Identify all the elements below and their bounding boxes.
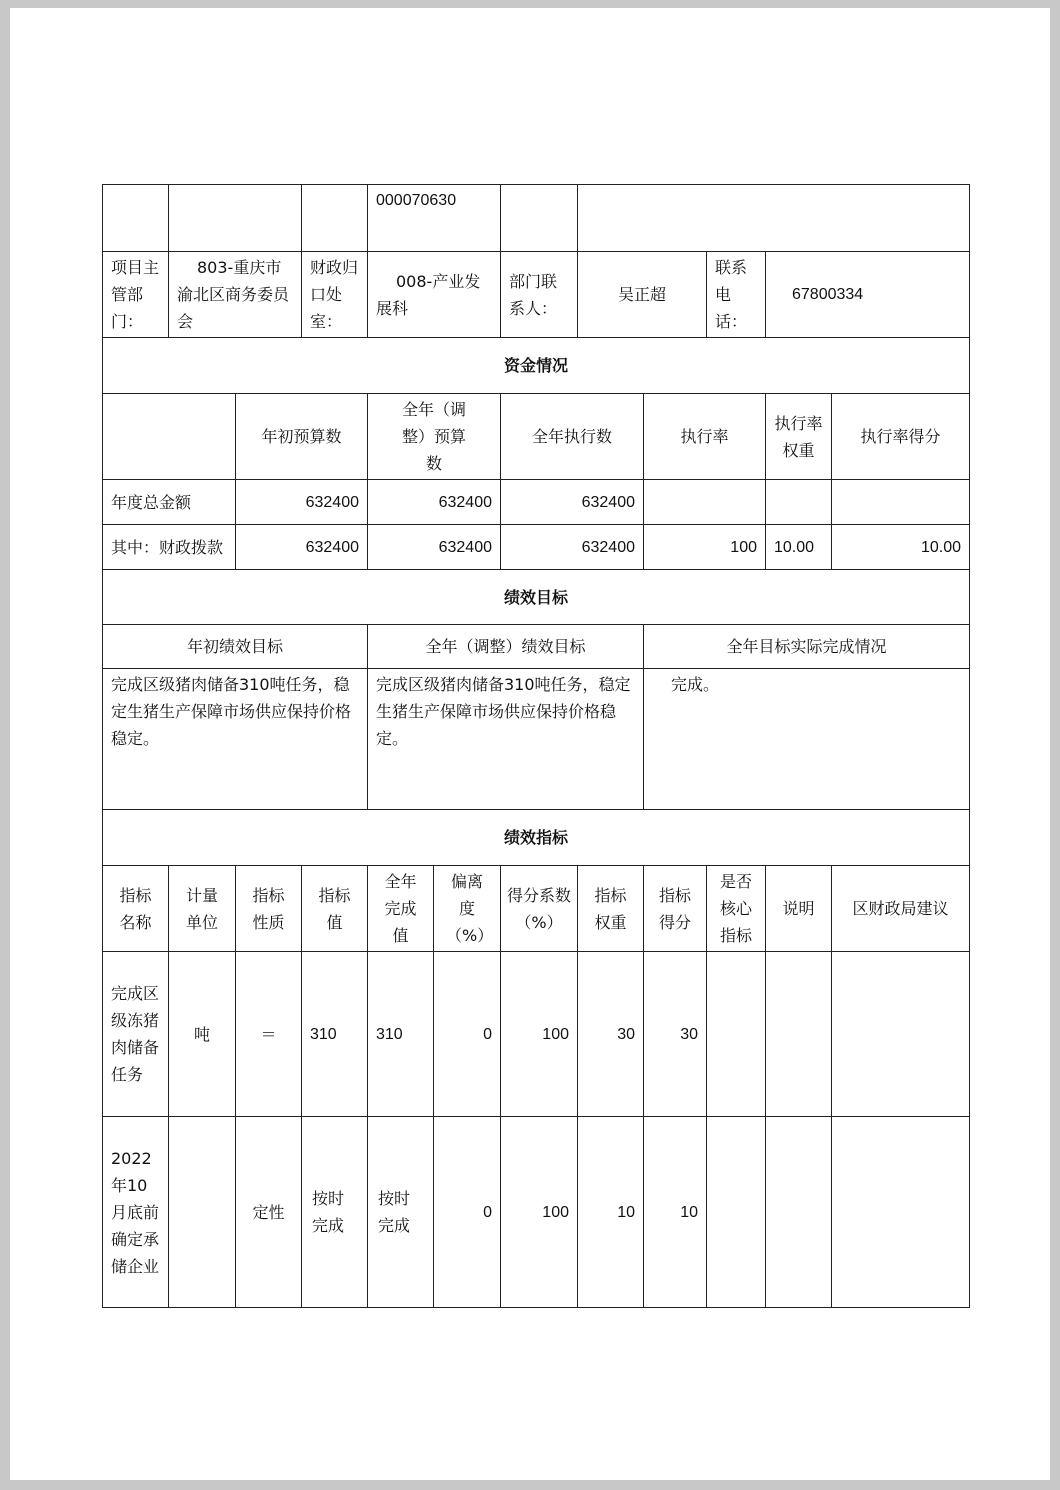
funds-row-total xyxy=(103,480,970,525)
ind-header-advice: 区财政局建议 xyxy=(832,866,970,952)
phone-value: 67800334 xyxy=(766,252,970,338)
ind-value: 310 xyxy=(302,952,368,1117)
ind-weight: 10 xyxy=(578,1117,644,1308)
funds-row-initial: 632400 xyxy=(236,480,368,525)
ind-nature: ＝ xyxy=(236,952,302,1117)
ind-header-deviation: 偏离度（%） xyxy=(434,866,501,952)
ind-header-value: 指标值 xyxy=(302,866,368,952)
funds-row-label: 其中：财政拨款 xyxy=(103,525,236,570)
blank-cell xyxy=(169,185,302,252)
blank-cell xyxy=(302,185,368,252)
indicator-row xyxy=(103,952,970,1117)
goal-actual-text: 完成。 xyxy=(644,669,970,810)
ind-deviation: 0 xyxy=(434,1117,501,1308)
goals-header-actual: 全年目标实际完成情况 xyxy=(644,625,970,669)
department-row xyxy=(103,252,970,338)
ind-header-coef: 得分系数（%） xyxy=(501,866,578,952)
header-continuation-row xyxy=(103,185,970,252)
funds-row-weight xyxy=(766,480,832,525)
funds-row-score xyxy=(832,480,970,525)
ind-nature: 定性 xyxy=(236,1117,302,1308)
funds-header-row xyxy=(103,394,970,480)
ind-score: 30 xyxy=(644,952,707,1117)
funds-row-initial: 632400 xyxy=(236,525,368,570)
blank-cell xyxy=(578,185,970,252)
ind-header-nature: 指标性质 xyxy=(236,866,302,952)
document-page xyxy=(10,8,1050,1480)
indicators-header-row xyxy=(103,866,970,952)
ind-header-actual: 全年完成值 xyxy=(368,866,434,952)
dept-value: 803-重庆市渝北区商务委员会 xyxy=(169,252,302,338)
ind-note xyxy=(766,1117,832,1308)
ind-unit: 吨 xyxy=(169,952,236,1117)
office-value: 008-产业发展科 xyxy=(368,252,501,338)
goals-content-row xyxy=(103,669,970,810)
funds-header-adjusted: 全年（调整）预算数 xyxy=(368,394,501,480)
ind-name: 完成区级冻猪肉储备任务 xyxy=(103,952,169,1117)
funds-row-fiscal xyxy=(103,525,970,570)
blank-cell xyxy=(501,185,578,252)
ind-value: 按时完成 xyxy=(302,1117,368,1308)
ind-deviation: 0 xyxy=(434,952,501,1117)
funds-row-weight: 10.00 xyxy=(766,525,832,570)
funds-row-executed: 632400 xyxy=(501,525,644,570)
blank-cell xyxy=(103,185,169,252)
funds-row-score: 10.00 xyxy=(832,525,970,570)
funds-header-blank xyxy=(103,394,236,480)
ind-note xyxy=(766,952,832,1117)
goal-initial-text: 完成区级猪肉储备310吨任务，稳定生猪生产保障市场供应保持价格稳定。 xyxy=(103,669,368,810)
funds-header-executed: 全年执行数 xyxy=(501,394,644,480)
dept-label: 项目主管部门： xyxy=(103,252,169,338)
goals-header-row xyxy=(103,625,970,669)
ind-coef: 100 xyxy=(501,952,578,1117)
ind-header-core: 是否核心指标 xyxy=(707,866,766,952)
office-label: 财政归口处室： xyxy=(302,252,368,338)
funds-row-label: 年度总金额 xyxy=(103,480,236,525)
indicator-row xyxy=(103,1117,970,1308)
ind-core xyxy=(707,952,766,1117)
funds-row-rate xyxy=(644,480,766,525)
indicators-section-row xyxy=(103,810,970,866)
ind-name: 2022年10月底前确定承储企业 xyxy=(103,1117,169,1308)
ind-header-weight: 指标权重 xyxy=(578,866,644,952)
ind-advice xyxy=(832,1117,970,1308)
ind-header-note: 说明 xyxy=(766,866,832,952)
funds-section-row xyxy=(103,338,970,394)
ind-actual: 按时完成 xyxy=(368,1117,434,1308)
contact-label: 部门联系人： xyxy=(501,252,578,338)
ind-header-unit: 计量单位 xyxy=(169,866,236,952)
indicators-title: 绩效指标 xyxy=(103,810,970,866)
project-code: 000070630 xyxy=(368,185,501,252)
funds-header-initial: 年初预算数 xyxy=(236,394,368,480)
goals-header-adjusted: 全年（调整）绩效目标 xyxy=(368,625,644,669)
ind-coef: 100 xyxy=(501,1117,578,1308)
ind-advice xyxy=(832,952,970,1117)
goals-section-row xyxy=(103,570,970,625)
goal-adjusted-text: 完成区级猪肉储备310吨任务，稳定生猪生产保障市场供应保持价格稳定。 xyxy=(368,669,644,810)
ind-actual: 310 xyxy=(368,952,434,1117)
funds-title: 资金情况 xyxy=(103,338,970,394)
contact-value: 吴正超 xyxy=(578,252,707,338)
ind-header-score: 指标得分 xyxy=(644,866,707,952)
ind-header-name: 指标名称 xyxy=(103,866,169,952)
funds-row-rate: 100 xyxy=(644,525,766,570)
ind-unit xyxy=(169,1117,236,1308)
ind-core xyxy=(707,1117,766,1308)
performance-table xyxy=(102,184,970,1308)
funds-header-rate: 执行率 xyxy=(644,394,766,480)
funds-header-score: 执行率得分 xyxy=(832,394,970,480)
goals-title: 绩效目标 xyxy=(103,570,970,625)
funds-row-adjusted: 632400 xyxy=(368,525,501,570)
phone-label: 联系电话： xyxy=(707,252,766,338)
ind-score: 10 xyxy=(644,1117,707,1308)
funds-row-executed: 632400 xyxy=(501,480,644,525)
goals-header-initial: 年初绩效目标 xyxy=(103,625,368,669)
funds-row-adjusted: 632400 xyxy=(368,480,501,525)
ind-weight: 30 xyxy=(578,952,644,1117)
funds-header-weight: 执行率权重 xyxy=(766,394,832,480)
